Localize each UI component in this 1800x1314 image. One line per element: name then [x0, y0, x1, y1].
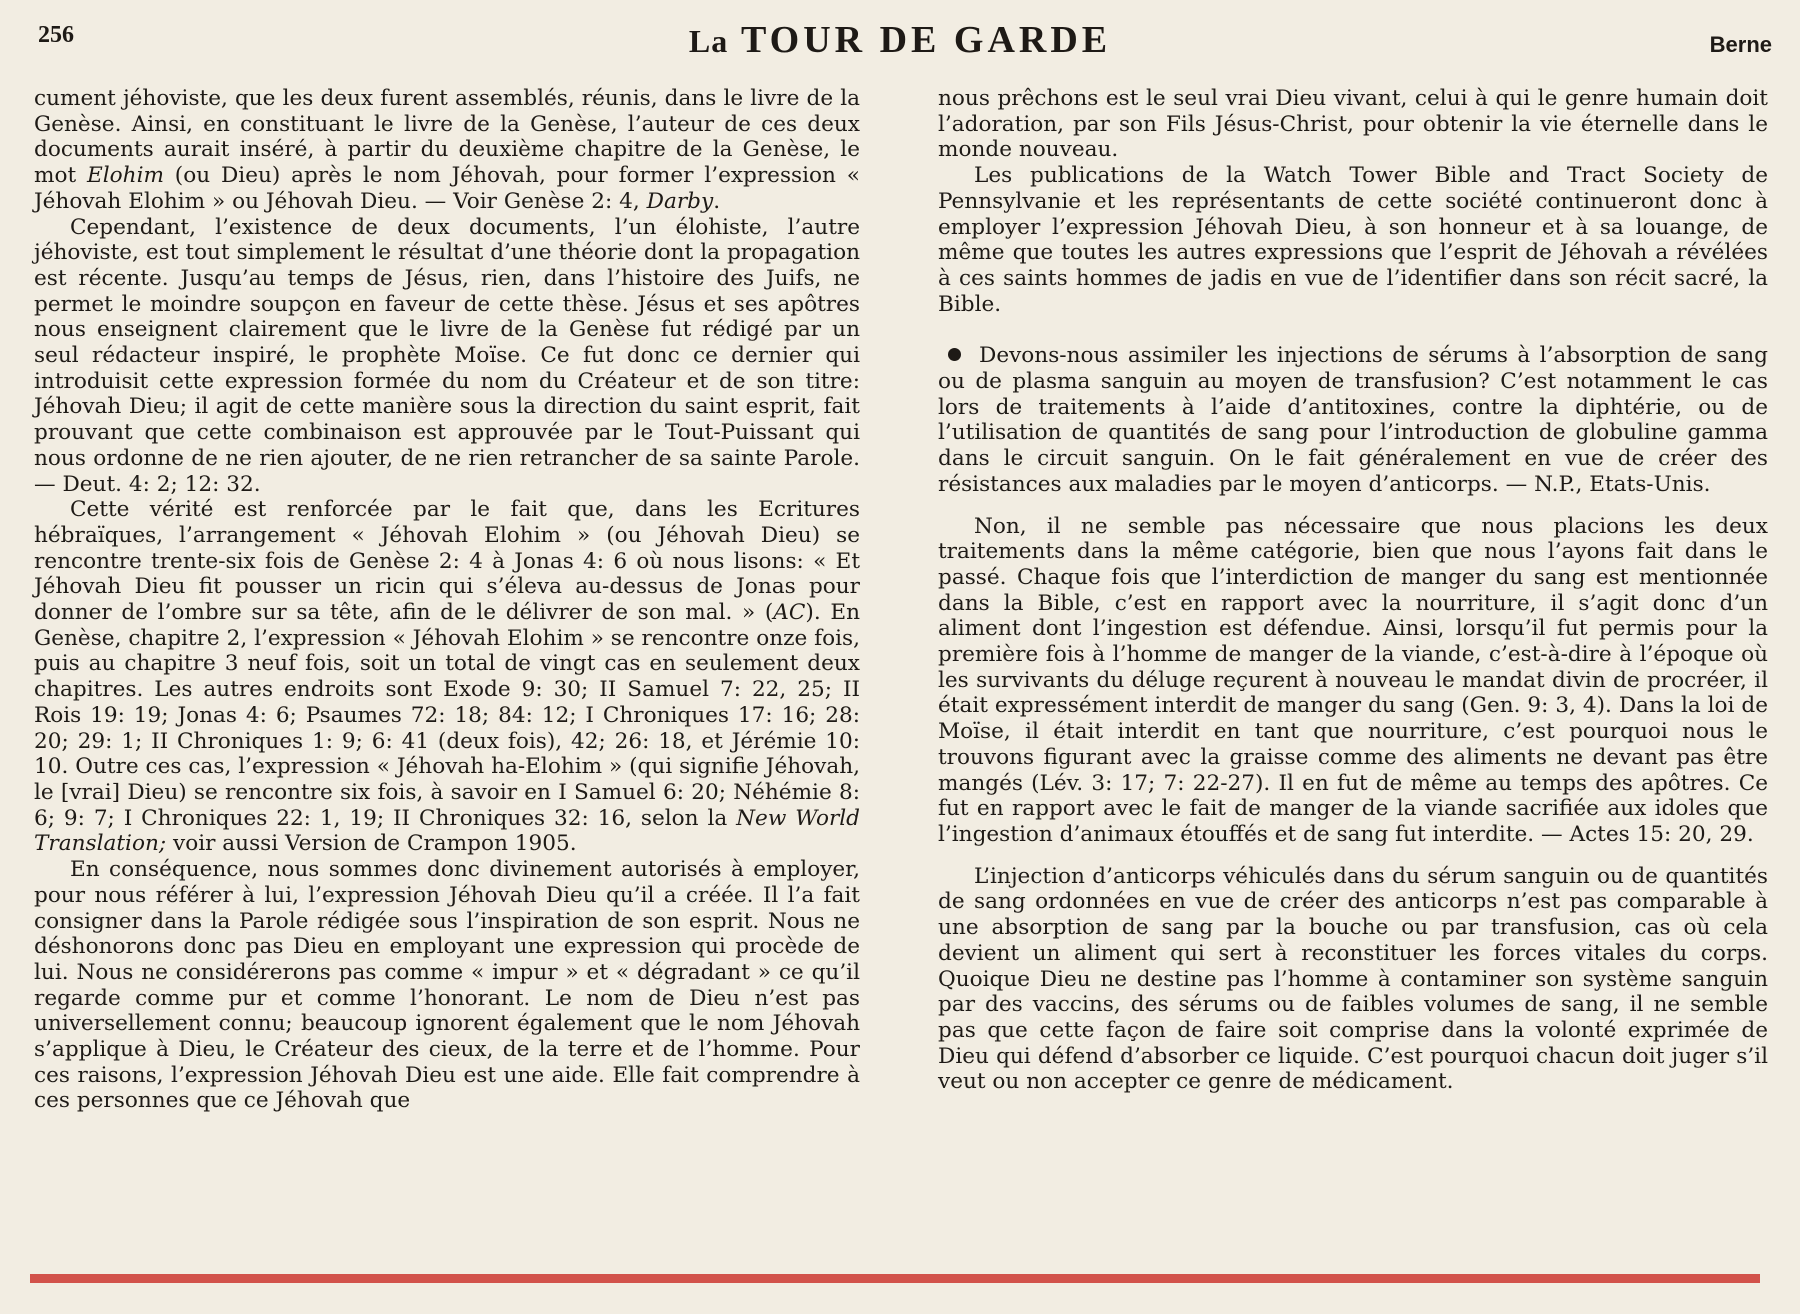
right-column [938, 86, 1768, 1095]
bottom-red-rule [30, 1274, 1760, 1283]
section-gap [938, 498, 1768, 514]
section-gap [938, 317, 1768, 343]
answer-paragraph: L’injection d’anticorps véhiculés dans du sérum sanguin ou de quantités de sang ordonnées en vue de créer des anticorps n’est pas comparable à une absorption de sang par la bouche ou par transfusion, cas où cela devient un aliment qui sert à reconstituer les forces vitales du corps. Quoique Dieu ne destine pas l’homme à contaminer son système sanguin par des vaccins, des sérums ou de faibles volumes de sang, il ne semble pas que cette façon de faire soit comprise dans la volonté exprimée de Dieu qui défend d’absorber ce liquide. C’est pourquoi chacun doit juger s’il veut ou non accepter ce genre de médicament. [938, 863, 1768, 1095]
paragraph: Cette vérité est renforcée par le fait que, dans les Ecritures hébraïques, l’arrangement « Jéhovah Elohim » (ou Jéhovah Dieu) se rencontre trente-six fois de Genèse 2: 4 à Jonas 4: 6 où nous lisons: « Et Jéhovah Dieu fit pousser un ricin qui s’éleva au-dessus de Jonas pour donner de l’ombre sur sa tête, afin de le délivrer de son mal. » (AC). En Genèse, chapitre 2, l’expression « Jéhovah Elohim » se rencontre onze fois, puis au chapitre 3 neuf fois, soit un total de vingt cas en seulement deux chapitres. Les autres endroits sont Exode 9: 30; II Samuel 7: 22, 25; II Rois 19: 19; Jonas 4: 6; Psaumes 72: 18; 84: 12; I Chroniques 17: 16; 28: 20; 29: 1; II Chroniques 1: 9; 6: 41 (deux fois), 42; 26: 18, et Jérémie 10: 10. Outre ces cas, l’expression « Jéhovah ha-Elohim » (qui signifie Jéhovah, le [vrai] Dieu) se rencontre six fois, à savoir en I Samuel 6: 20; Néhémie 8: 6; 9: 7; I Chroniques 22: 1, 19; II Chroniques 32: 16, selon la New World Translation; voir aussi Version de Crampon 1905. [34, 497, 860, 857]
section-gap [938, 848, 1768, 864]
page-number: 256 [38, 22, 74, 48]
answer-paragraph: Non, il ne semble pas nécessaire que nous placions les deux traitements dans la même catégorie, bien que nous l’ayons fait dans le passé. Chaque fois que l’interdiction de manger du sang est mentionnée dans la Bible, c’est en rapport avec la nourriture, il s’agit donc d’un aliment dont l’ingestion est défendue. Ainsi, lorsqu’il fut permis pour la première fois à l’homme de manger de la viande, c’est-à-dire à l’époque où les survivants du déluge reçurent à nouveau le mandat divin de procréer, il était expressément interdit de manger du sang (Gen. 9: 3, 4). Dans la loi de Moïse, il était interdit en tant que nourriture, c’est pourquoi nous le trouvons figurant avec la graisse comme des aliments ne devant pas être mangés (Lév. 3: 17; 7: 22-27). Il en fut de même au temps des apôtres. Ce fut en rapport avec le fait de manger de la viande sacrifiée aux idoles que l’ingestion d’animaux étouffés et de sang fut interdite. — Actes 15: 20, 29. [938, 513, 1768, 847]
left-column [34, 86, 860, 1114]
paragraph: Cependant, l’existence de deux documents, l’un élohiste, l’autre jéhoviste, est tout simplement le résultat d’une théorie dont la propagation est récente. Jusqu’au temps de Jésus, rien, dans l’histoire des Juifs, ne permet le moindre soupçon en faveur de cette thèse. Jésus et ses apôtres nous enseignent clairement que le livre de la Genèse fut rédigé par un seul rédacteur inspiré, le prophète Moïse. Ce fut donc ce dernier qui introduisit cette expression formée du nom du Créateur et de son titre: Jéhovah Dieu; il agit de cette manière sous la direction du saint esprit, fait prouvant que cette combinaison est approuvée par le Tout-Puissant qui nous ordonne de ne rien ajouter, de ne rien retrancher de sa sainte Parole. — Deut. 4: 2; 12: 32. [34, 214, 860, 497]
magazine-title [0, 18, 1800, 62]
paragraph: Les publications de la Watch Tower Bible and Tract Society de Pennsylvanie et les représentants de cette société continueront donc à employer l’expression Jéhovah Dieu, à son honneur et à sa louange, de même que toutes les autres expressions que l’esprit de Jéhovah a révélées à ces saints hommes de jadis en vue de l’identifier dans son récit sacré, la Bible. [938, 163, 1768, 317]
bullet-icon [948, 348, 961, 361]
magazine-title-main: TOUR DE GARDE [728, 19, 1112, 61]
question-paragraph: Devons-nous assimiler les injections de sérums à l’absorption de sang ou de plasma sanguin au moyen de transfusion? C’est notamment le cas lors de traitements à l’aide d’antitoxines, contre la diphtérie, ou de l’utilisation de quantités de sang pour l’introduction de globuline gamma dans le circuit sanguin. On le fait généralement en vue de créer des résistances aux maladies par le moyen d’anticorps. — N.P., Etats-Unis. [938, 343, 1768, 497]
edition-label: Berne [1709, 32, 1772, 57]
paragraph: En conséquence, nous sommes donc divinement autorisés à employer, pour nous référer à lui, l’expression Jéhovah Dieu qu’il a créée. Il l’a fait consigner dans la Parole rédigée sous l’inspiration de son esprit. Nous ne déshonorons donc pas Dieu en employant une expression qui procède de lui. Nous ne considérerons pas comme « impur » et « dégradant » ce qu’il regarde comme pur et comme l’honorant. Le nom de Dieu n’est pas universellement connu; beaucoup ignorent également que le nom Jéhovah s’applique à Dieu, le Créateur des cieux, de la terre et de l’homme. Pour ces raisons, l’expression Jéhovah Dieu est une aide. Elle fait comprendre à ces personnes que ce Jéhovah que [34, 857, 860, 1114]
page-header [0, 18, 1800, 68]
magazine-title-prefix: La [688, 23, 729, 59]
paragraph: cument jéhoviste, que les deux furent assemblés, réunis, dans le livre de la Genèse. Ainsi, en constituant le livre de la Genèse, l’auteur de ces deux documents aurait inséré, à partir du deuxième chapitre de la Genèse, le mot Elohim (ou Dieu) après le nom Jéhovah, pour former l’expression « Jéhovah Elohim » ou Jéhovah Dieu. — Voir Genèse 2: 4, Darby. [34, 86, 860, 214]
paragraph: nous prêchons est le seul vrai Dieu vivant, celui à qui le genre humain doit l’adoration, par son Fils Jésus-Christ, pour obtenir la vie éternelle dans le monde nouveau. [938, 86, 1768, 163]
